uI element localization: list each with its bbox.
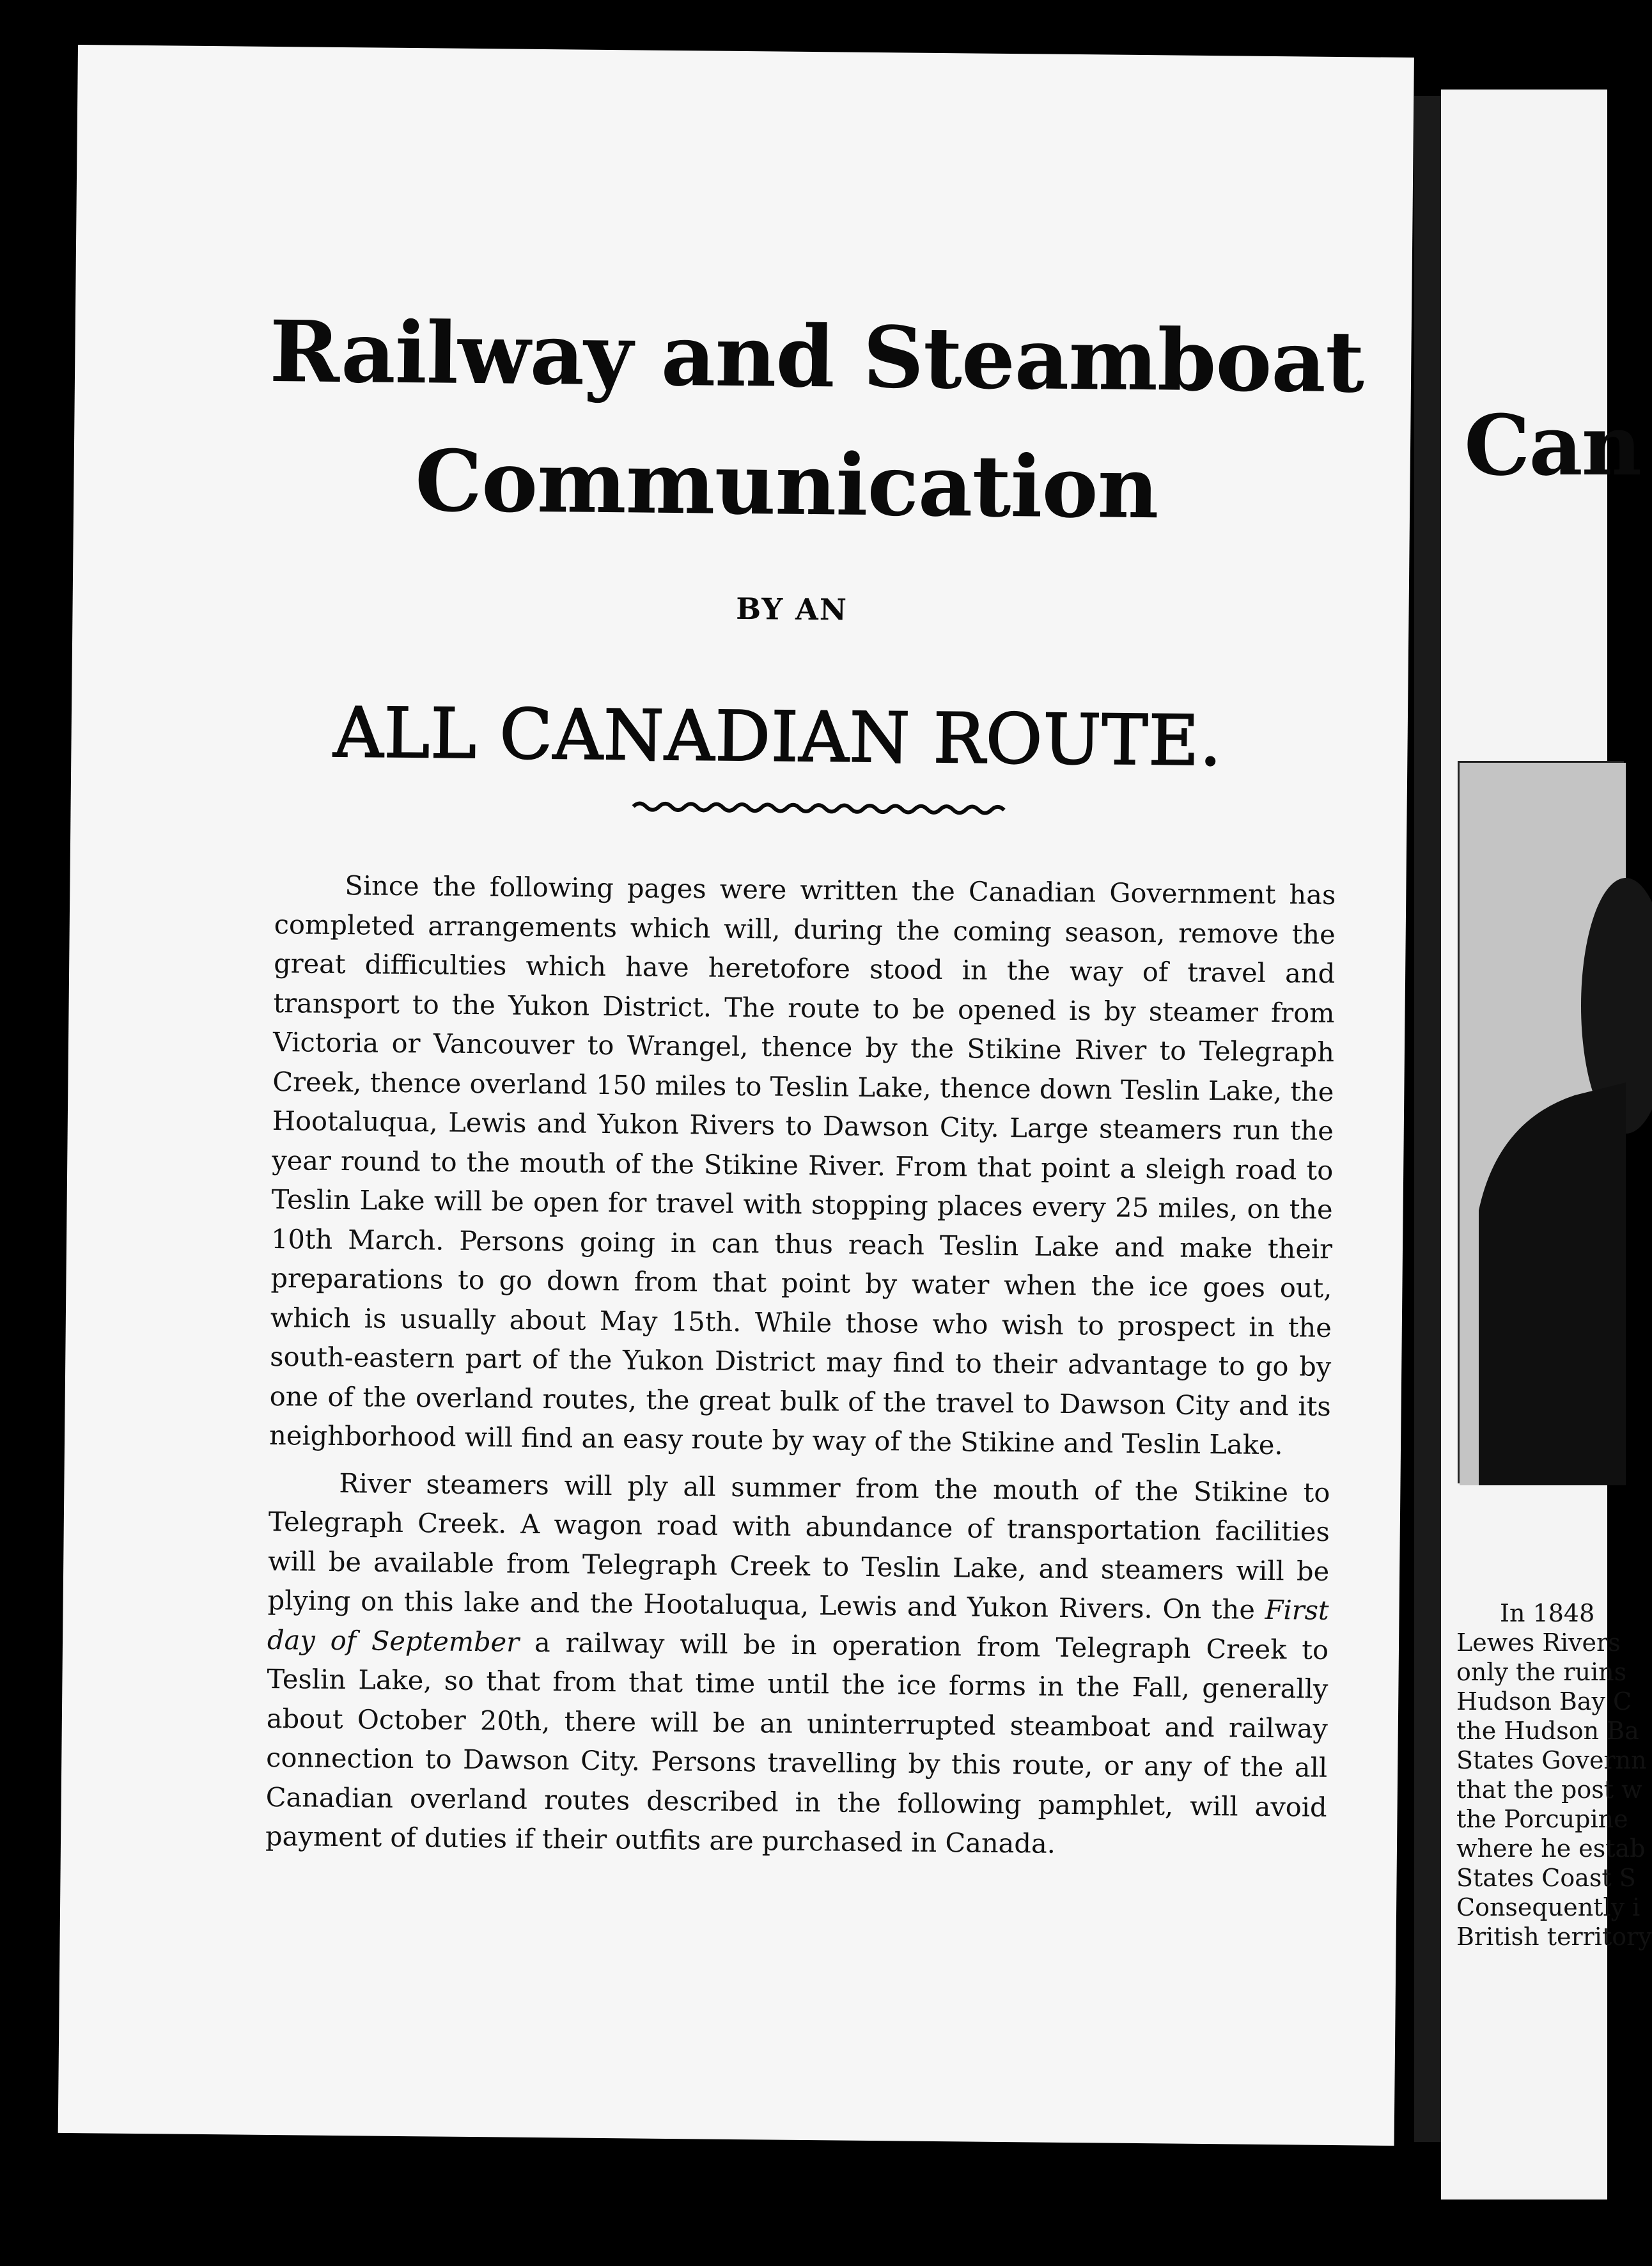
right-text-line: Hudson Bay C bbox=[1456, 1687, 1632, 1715]
paragraph-2 bbox=[265, 1462, 1330, 1866]
portrait-figure-shape bbox=[1460, 763, 1626, 1485]
route-heading: ALL CANADIAN ROUTE. bbox=[333, 692, 1223, 782]
right-page bbox=[1441, 90, 1652, 2200]
portrait-photo bbox=[1458, 761, 1624, 1483]
right-page-text bbox=[1456, 1598, 1652, 1951]
right-text-line: only the ruins bbox=[1456, 1658, 1627, 1686]
title-line-2: Communication bbox=[414, 432, 1159, 538]
body-text bbox=[265, 865, 1336, 1866]
left-page bbox=[58, 45, 1414, 2146]
right-text-line: the Hudson Ba bbox=[1456, 1717, 1639, 1745]
right-text-line: that the post w bbox=[1456, 1776, 1642, 1804]
paragraph-2-part-2: a railway will be in operation from Telegraph Creek to Teslin Lake, so that from that time until the ice forms in the Fall, generally about October 20th, there will be an uninterrupted steamboat and railway connection to Dawson City. Persons travelling by this route, or any of the all Canadian overland routes described in the following pamphlet, will avoid payment of duties if their outfits are purchased in Canada. bbox=[265, 1626, 1329, 1859]
wavy-divider-ornament bbox=[633, 795, 1004, 824]
subtitle: BY AN bbox=[735, 591, 848, 627]
title-line-1: Railway and Steamboat bbox=[269, 302, 1364, 412]
page-gutter bbox=[1414, 96, 1441, 2142]
paragraph-2-italic-date: First day of September bbox=[267, 1593, 1329, 1658]
right-text-line: States Coast S bbox=[1456, 1864, 1636, 1892]
right-text-line: Consequently i bbox=[1456, 1893, 1640, 1921]
right-text-line: the Porcupine bbox=[1456, 1805, 1628, 1833]
right-text-line: where he estab bbox=[1456, 1834, 1646, 1863]
right-page-heading-fragment: Can bbox=[1464, 396, 1641, 494]
paragraph-1: Since the following pages were written the Canadian Government has completed arrangements which will, during the coming season, remove the great difficulties which have heretofore stood in the way of travel and transport to the Yukon District. The route to be opened is by steamer from Victoria or Vancouver to Wrangel, thence by the Stikine River to Telegraph Creek, thence overland 150 miles to Teslin Lake, thence down Teslin Lake, the Hootaluqua, Lewis and Yukon Rivers to Dawson City. Large steamers run the year round to the mouth of the Stikine River. From that point a sleigh road to Teslin Lake will be open for travel with stopping places every 25 miles, on the 10th March. Persons going in can thus reach Teslin Lake and make their preparations to go down from that point by water when the ice goes out, which is usually about May 15th. While those who wish to prospect in the south-eastern part of the Yukon District may find to their advantage to go by one of the overland routes, the great bulk of the travel to Dawson City and its neighborhood will find an easy route by way of the Stikine and Teslin Lake. bbox=[269, 870, 1336, 1461]
right-text-line: States Governn bbox=[1456, 1746, 1647, 1774]
paragraph-2-part-1: River steamers will ply all summer from the mouth of the Stikine to Telegraph Creek. A wagon road with abundance of transportation facilities will be available from Telegraph Creek to Teslin Lake, and steamers will be plying on this lake and the Hootaluqua, Lewis and Yukon Rivers. On the bbox=[267, 1467, 1330, 1625]
right-text-line: In 1848 bbox=[1500, 1599, 1595, 1627]
right-text-line: British territory bbox=[1456, 1923, 1652, 1951]
right-text-line: Lewes Rivers bbox=[1456, 1629, 1621, 1657]
